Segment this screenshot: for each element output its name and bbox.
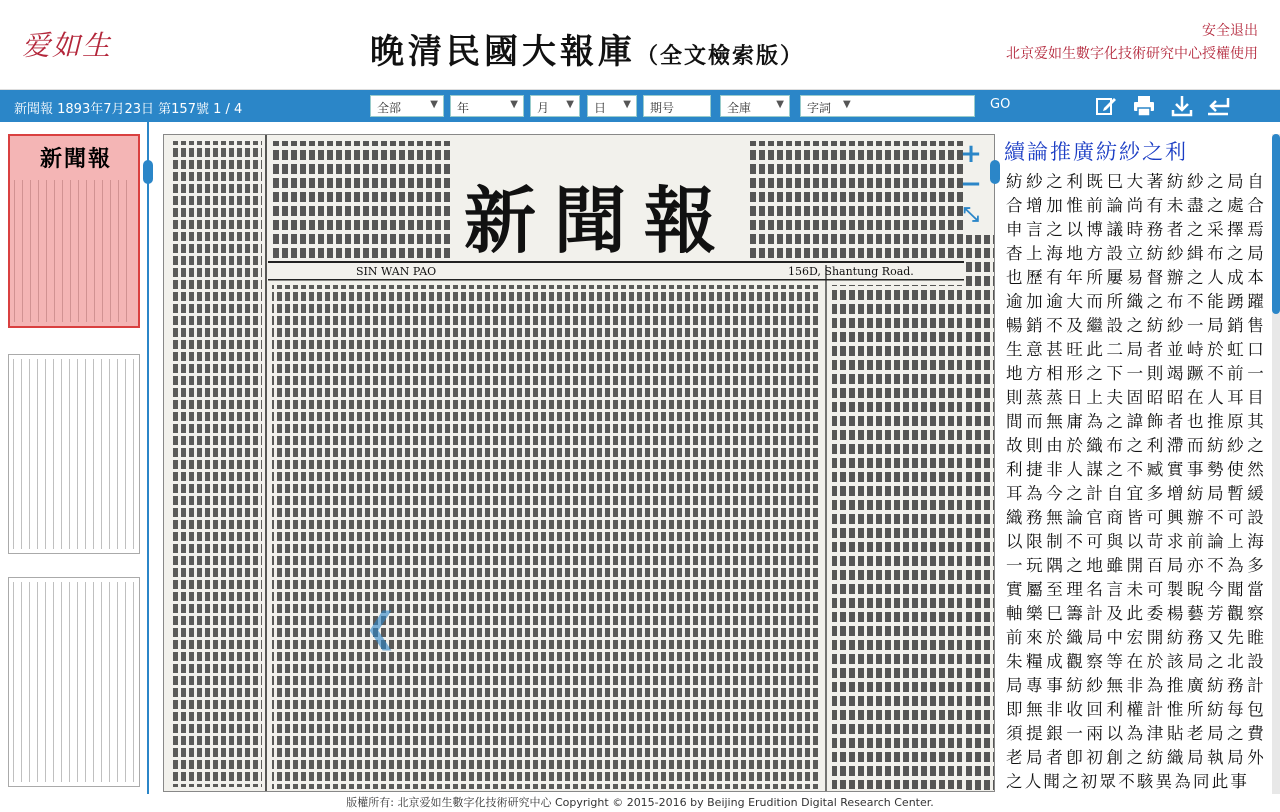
- thumbnail-page-3[interactable]: [8, 577, 140, 787]
- word-search-value: 字詞: [807, 101, 832, 115]
- newspaper-viewer[interactable]: [163, 134, 995, 792]
- chevron-down-icon: ▼: [843, 99, 851, 110]
- word-search-select[interactable]: [800, 95, 975, 117]
- chevron-down-icon: ▼: [776, 99, 784, 110]
- toolbar: [0, 90, 1280, 122]
- issue-info: 新聞報 1893年7月23日 第157號 1 / 4: [14, 102, 243, 117]
- license-text: 北京爱如生數字化技術研究中心授權使用: [1006, 46, 1258, 62]
- thumbnail-text-texture: [13, 582, 135, 782]
- thumbnail-masthead: 新聞報: [40, 146, 113, 172]
- site-title-sub: （全文檢索版）: [636, 43, 805, 69]
- return-icon[interactable]: [1206, 94, 1230, 118]
- chevron-down-icon: ▼: [430, 99, 438, 110]
- article-body: 紡紗之利既巳大著紡紗之局自合增加惟前論尚有未盡之處合申言之以博議時務者之采擇焉杳上海地方設立紡紗緝布之局也歷有年所屢易督辦之人成本逾加逾大而所織之布不能踴躍暢銷不及繼設之紡紗一局銷售生意甚旺此二局者並峙於虹口地方相形之下一則竭蹶不前一則蒸蒸日上夫固昭昭在人耳目間而無庸為之諱飾者也推原其故則由於織布之利滯而紡紗之利捷非人謀之不臧實事勢使然耳為今之計自宜多增紡局暫緩織務無論官商皆可興辦不可設以限制不可與以苛求前論上海一玩隅之地雖開百局亦不為多實屬至理名言未可製睨今聞當軸樂巳籌計及此委楊藝芳觀察前來於織局中宏開紡務又先睢朱糧成觀察等在於該局之北設局專事紡紗無非為推廣紡務計即無非收回利權計惟所紡每包須提銀一兩以為津貼老局之費老局者卽初創之紡織局執局外之人聞之初眾不駭異為同此事: [1006, 172, 1266, 791]
- print-icon[interactable]: [1132, 94, 1156, 118]
- year-select[interactable]: [450, 95, 524, 117]
- library-select[interactable]: [720, 95, 790, 117]
- masthead-latin: SIN WAN PAO: [356, 265, 437, 278]
- fit-screen-button[interactable]: ⤡: [963, 202, 979, 226]
- download-icon[interactable]: [1170, 94, 1194, 118]
- month-select-value: 月: [537, 101, 550, 115]
- article-panel: [1000, 134, 1270, 794]
- masthead-title: 新聞報: [464, 178, 735, 263]
- site-title-main: 晚清民國大報庫: [370, 32, 636, 72]
- thumbnail-panel-handle[interactable]: [143, 160, 153, 184]
- day-select-value: 日: [594, 101, 607, 115]
- issue-number-placeholder: 期号: [650, 101, 675, 115]
- article-panel-handle[interactable]: [990, 160, 1000, 184]
- prev-page-chevron[interactable]: ❮: [364, 605, 398, 651]
- edit-icon[interactable]: [1094, 94, 1118, 118]
- thumbnail-divider: [147, 122, 149, 794]
- thumbnail-text-texture: [13, 359, 135, 549]
- masthead-address: 156D, Shantung Road.: [788, 265, 914, 278]
- article-title: 續論推廣紡紗之利: [1004, 140, 1188, 164]
- chevron-down-icon: ▼: [623, 99, 631, 110]
- header: [0, 0, 1280, 90]
- go-button[interactable]: GO: [990, 97, 1011, 112]
- footer-copyright: 版權所有: 北京爱如生數字化技術研究中心 Copyright © 2015-2016 by Beijing Erudition Digital Research Center.: [0, 795, 1280, 812]
- year-select-value: 年: [457, 101, 470, 115]
- chevron-down-icon: ▼: [566, 99, 574, 110]
- day-select[interactable]: [587, 95, 637, 117]
- zoom-in-button[interactable]: +: [960, 139, 982, 169]
- thumbnail-page-1[interactable]: [8, 134, 140, 328]
- zoom-out-button[interactable]: −: [960, 169, 982, 199]
- library-select-value: 全庫: [727, 101, 752, 115]
- month-select[interactable]: [530, 95, 580, 117]
- site-title: [370, 24, 804, 73]
- issue-number-input[interactable]: [643, 95, 711, 117]
- brand-logo[interactable]: 爱如生: [22, 29, 113, 62]
- logout-link[interactable]: 安全退出: [1202, 23, 1258, 39]
- page-thumbnails: [0, 122, 150, 794]
- article-scrollbar-thumb[interactable]: [1272, 134, 1280, 314]
- section-select[interactable]: [370, 95, 444, 117]
- section-select-value: 全部: [377, 101, 402, 115]
- thumbnail-page-2[interactable]: [8, 354, 140, 554]
- chevron-down-icon: ▼: [510, 99, 518, 110]
